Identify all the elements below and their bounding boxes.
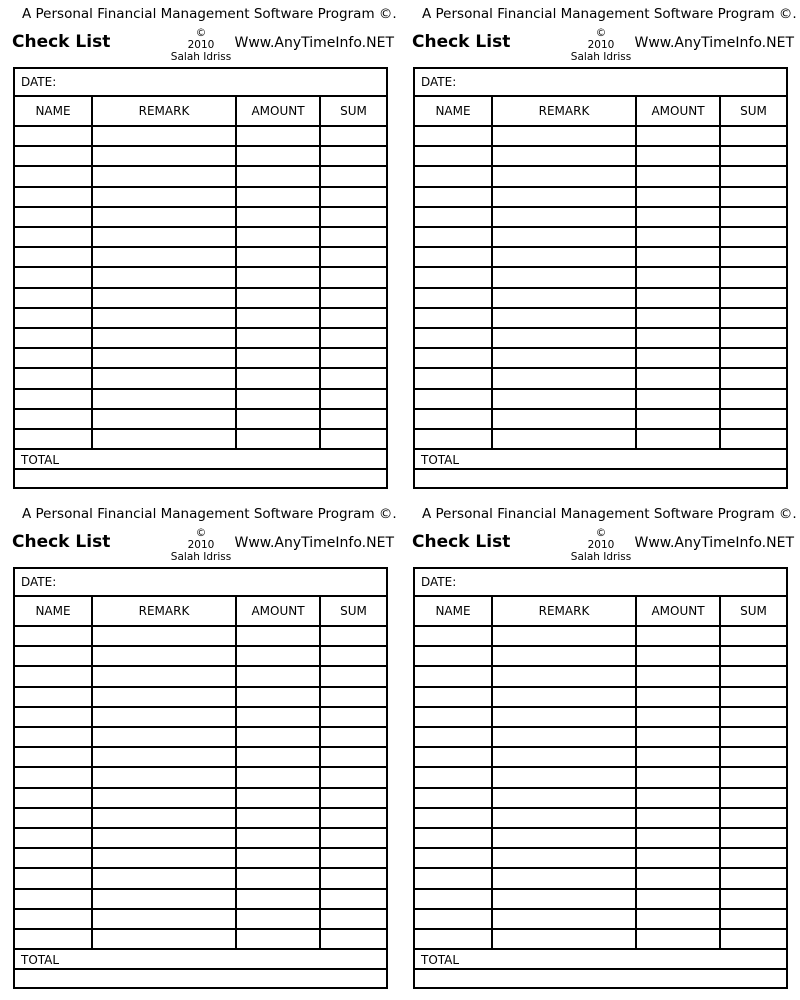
copyright-symbol: © [595, 27, 607, 39]
total-label: TOTAL [21, 953, 60, 968]
row-rule [415, 766, 786, 768]
column-divider [719, 97, 721, 450]
row-rule [15, 327, 386, 329]
website-url[interactable]: Www.AnyTimeInfo.NET [634, 35, 794, 51]
row-rule [415, 165, 786, 167]
row-rule [15, 388, 386, 390]
row-rule [15, 665, 386, 667]
column-header-remark: REMARK [538, 104, 590, 118]
column-divider [719, 597, 721, 950]
row-rule [415, 186, 786, 188]
program-tagline: A Personal Financial Management Software Program ©. [22, 506, 397, 522]
row-rule [415, 807, 786, 809]
row-rule [415, 206, 786, 208]
column-header-remark: REMARK [138, 104, 190, 118]
total-row [15, 950, 386, 970]
row-rule [415, 645, 786, 647]
row-rule [415, 428, 786, 430]
row-rule [415, 246, 786, 248]
row-rule [415, 948, 786, 950]
copyright-symbol: © [195, 27, 207, 39]
row-rule [415, 408, 786, 410]
copyright-credit [162, 527, 240, 563]
column-divider [319, 97, 321, 450]
website-url[interactable]: Www.AnyTimeInfo.NET [634, 535, 794, 551]
row-rule [415, 665, 786, 667]
check-list-title: Check List [412, 32, 511, 52]
row-rule [15, 726, 386, 728]
row-rule [15, 428, 386, 430]
row-rule [15, 186, 386, 188]
copyright-year: 2010 [187, 39, 215, 51]
copyright-year: 2010 [587, 39, 615, 51]
row-rule [15, 645, 386, 647]
total-label: TOTAL [21, 453, 60, 468]
check-list-title: Check List [12, 532, 111, 552]
row-rule [415, 287, 786, 289]
column-header-amount: AMOUNT [651, 104, 705, 118]
column-header-amount: AMOUNT [251, 104, 305, 118]
row-rule [15, 787, 386, 789]
row-rule [15, 766, 386, 768]
author-name: Salah Idriss [170, 51, 232, 63]
row-rule [15, 948, 386, 950]
column-divider [491, 97, 493, 450]
program-tagline: A Personal Financial Management Software Program ©. [22, 6, 397, 22]
copyright-symbol: © [195, 527, 207, 539]
row-rule [415, 145, 786, 147]
row-rule [15, 206, 386, 208]
row-rule [15, 226, 386, 228]
row-rule [15, 746, 386, 748]
table-header [415, 97, 786, 127]
row-rule [15, 165, 386, 167]
column-header-remark: REMARK [538, 604, 590, 618]
website-url[interactable]: Www.AnyTimeInfo.NET [234, 535, 394, 551]
row-rule [15, 408, 386, 410]
row-rule [15, 867, 386, 869]
check-list-table [13, 67, 388, 489]
row-rule [415, 908, 786, 910]
row-rule [15, 928, 386, 930]
date-row[interactable] [415, 69, 786, 97]
row-rule [415, 847, 786, 849]
row-rule [415, 867, 786, 869]
row-rule [15, 347, 386, 349]
row-rule [415, 726, 786, 728]
row-rule [15, 827, 386, 829]
date-row[interactable] [15, 69, 386, 97]
row-rule [415, 746, 786, 748]
total-label: TOTAL [421, 953, 460, 968]
row-rule [15, 807, 386, 809]
column-header-name: NAME [435, 604, 471, 618]
column-header-sum: SUM [740, 604, 767, 618]
date-row[interactable] [15, 569, 386, 597]
total-row [415, 450, 786, 470]
date-row[interactable] [415, 569, 786, 597]
row-rule [415, 827, 786, 829]
row-rule [415, 448, 786, 450]
total-rule [415, 468, 786, 470]
column-divider [235, 597, 237, 950]
check-list-table [413, 67, 788, 489]
column-header-sum: SUM [340, 104, 367, 118]
check-list-table [413, 567, 788, 989]
author-name: Salah Idriss [170, 551, 232, 563]
copyright-year: 2010 [587, 539, 615, 551]
check-list-title: Check List [412, 532, 511, 552]
column-header-sum: SUM [740, 104, 767, 118]
row-rule [15, 287, 386, 289]
copyright-credit [562, 27, 640, 63]
row-rule [15, 908, 386, 910]
total-rule [15, 468, 386, 470]
date-label: DATE: [21, 575, 57, 589]
column-header-amount: AMOUNT [251, 604, 305, 618]
table-header [415, 597, 786, 627]
row-rule [415, 686, 786, 688]
column-divider [635, 97, 637, 450]
column-divider [91, 97, 93, 450]
check-list-card-bottom-left [12, 500, 397, 1000]
column-header-name: NAME [435, 104, 471, 118]
total-row [415, 950, 786, 970]
column-header-name: NAME [35, 604, 71, 618]
row-rule [15, 888, 386, 890]
column-header-sum: SUM [340, 604, 367, 618]
column-divider [91, 597, 93, 950]
row-rule [15, 847, 386, 849]
author-name: Salah Idriss [570, 51, 632, 63]
row-rule [415, 388, 786, 390]
row-rule [415, 266, 786, 268]
column-header-remark: REMARK [138, 604, 190, 618]
total-row [15, 450, 386, 470]
row-rule [15, 686, 386, 688]
column-header-amount: AMOUNT [651, 604, 705, 618]
row-rule [415, 226, 786, 228]
row-rule [15, 706, 386, 708]
column-divider [635, 597, 637, 950]
total-rule [415, 968, 786, 970]
date-label: DATE: [421, 575, 457, 589]
row-rule [415, 706, 786, 708]
program-tagline: A Personal Financial Management Software Program ©. [422, 6, 797, 22]
check-list-title: Check List [12, 32, 111, 52]
row-rule [415, 928, 786, 930]
date-label: DATE: [21, 75, 57, 89]
total-label: TOTAL [421, 453, 460, 468]
copyright-credit [162, 27, 240, 63]
date-label: DATE: [421, 75, 457, 89]
column-divider [319, 597, 321, 950]
row-rule [415, 367, 786, 369]
column-divider [235, 97, 237, 450]
row-rule [415, 327, 786, 329]
total-rule [15, 968, 386, 970]
row-rule [15, 266, 386, 268]
row-rule [15, 448, 386, 450]
website-url[interactable]: Www.AnyTimeInfo.NET [234, 35, 394, 51]
column-header-name: NAME [35, 104, 71, 118]
row-rule [15, 367, 386, 369]
check-list-card-top-left [12, 0, 397, 500]
program-tagline: A Personal Financial Management Software Program ©. [422, 506, 797, 522]
row-rule [415, 347, 786, 349]
row-rule [15, 145, 386, 147]
row-rule [15, 307, 386, 309]
copyright-credit [562, 527, 640, 563]
check-list-card-top-right [412, 0, 797, 500]
table-header [15, 97, 386, 127]
copyright-year: 2010 [187, 539, 215, 551]
check-list-card-bottom-right [412, 500, 797, 1000]
column-divider [491, 597, 493, 950]
row-rule [415, 888, 786, 890]
author-name: Salah Idriss [570, 551, 632, 563]
row-rule [415, 307, 786, 309]
row-rule [15, 246, 386, 248]
check-list-table [13, 567, 388, 989]
row-rule [415, 787, 786, 789]
copyright-symbol: © [595, 527, 607, 539]
table-header [15, 597, 386, 627]
